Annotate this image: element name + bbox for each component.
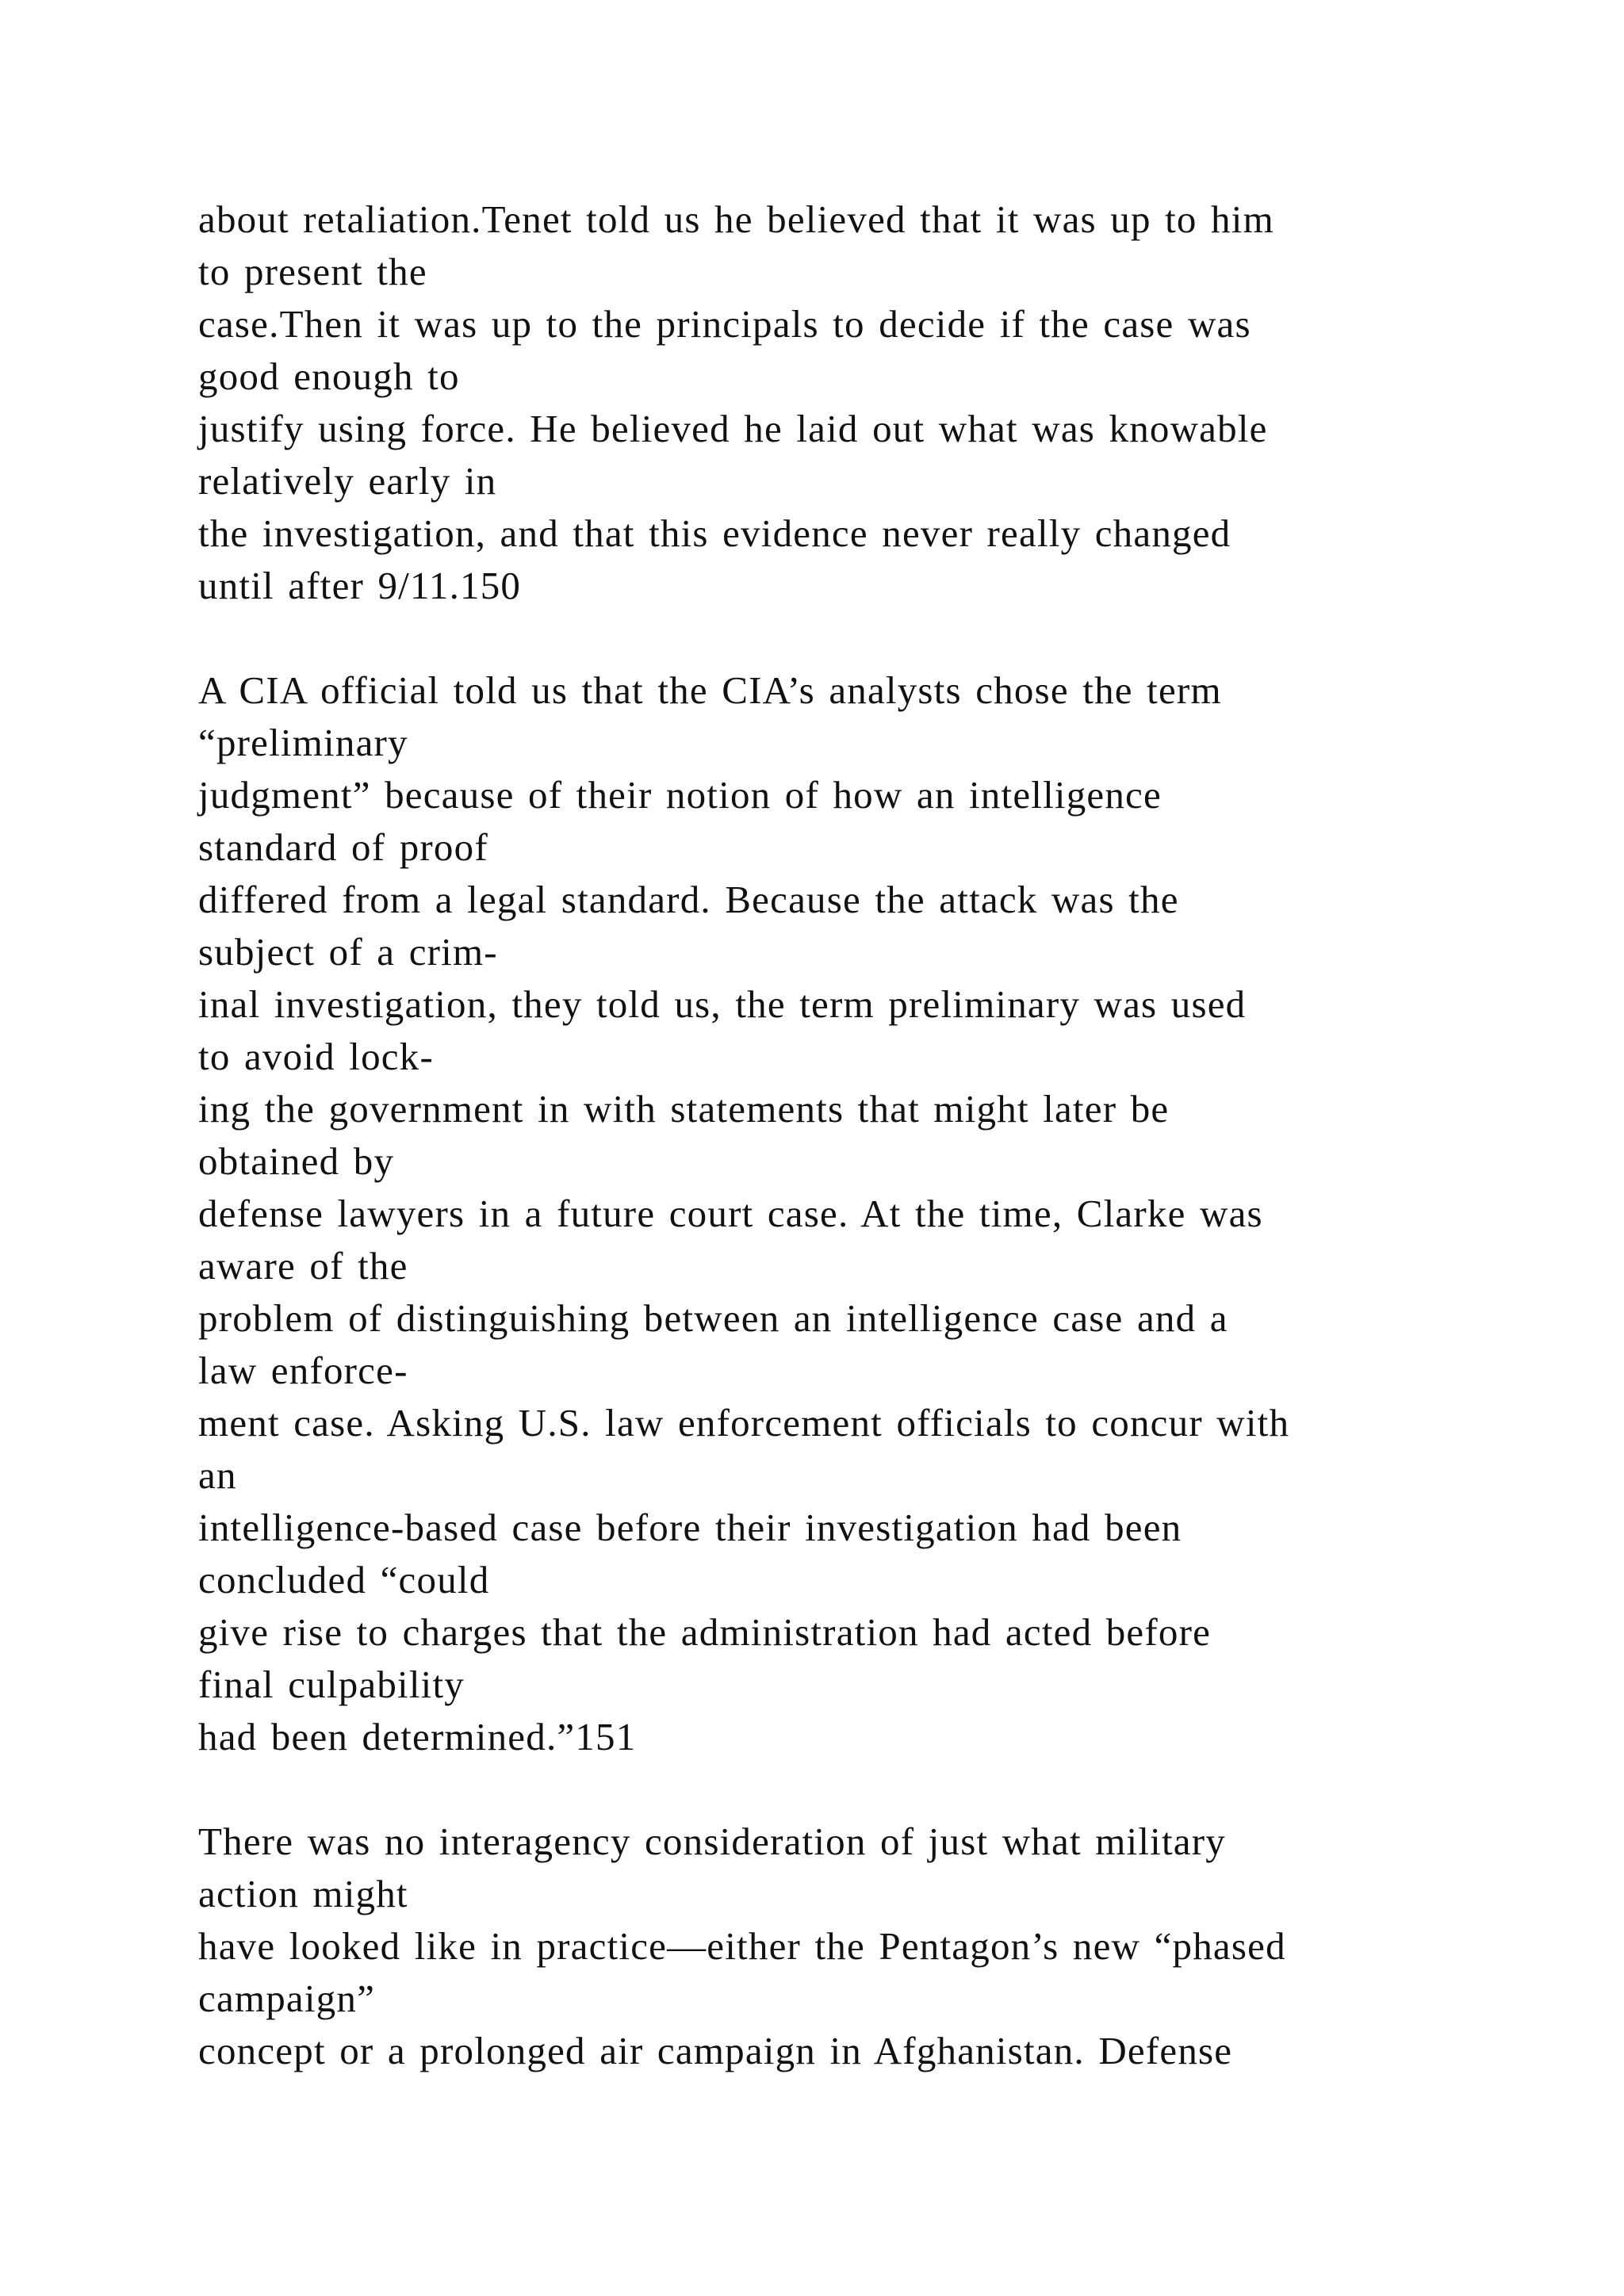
text-line: until after 9/11.150 bbox=[198, 564, 522, 607]
text-line: good enough to bbox=[198, 354, 460, 398]
text-line: intelligence-based case before their investigation had been bbox=[198, 1506, 1182, 1549]
text-line: had been determined.”151 bbox=[198, 1715, 637, 1758]
text-line: action might bbox=[198, 1872, 408, 1915]
text-line: justify using force. He believed he laid out what was knowable bbox=[198, 407, 1268, 450]
text-line: obtained by bbox=[198, 1139, 395, 1183]
text-line: relatively early in bbox=[198, 459, 497, 503]
body-text bbox=[198, 193, 1530, 2077]
text-line: aware of the bbox=[198, 1244, 408, 1288]
text-line: problem of distinguishing between an intelligence case and a bbox=[198, 1296, 1228, 1340]
text-line: to present the bbox=[198, 250, 427, 293]
text-line: A CIA official told us that the CIA’s analysts chose the term bbox=[198, 668, 1222, 712]
text-line: have looked like in practice—either the Pentagon’s new “phased bbox=[198, 1924, 1286, 1968]
text-line: subject of a crim- bbox=[198, 930, 498, 974]
text-line: ing the government in with statements that might later be bbox=[198, 1087, 1170, 1131]
text-line: to avoid lock- bbox=[198, 1035, 434, 1078]
text-line: concluded “could bbox=[198, 1558, 490, 1601]
text-line: case.Then it was up to the principals to decide if the case was bbox=[198, 302, 1251, 346]
paragraph-spacer bbox=[198, 612, 1530, 664]
text-line: give rise to charges that the administration had acted before bbox=[198, 1610, 1212, 1654]
text-line: ment case. Asking U.S. law enforcement officials to concur with bbox=[198, 1401, 1290, 1445]
text-line: differed from a legal standard. Because the attack was the bbox=[198, 878, 1179, 921]
text-line: “preliminary bbox=[198, 721, 408, 764]
paragraph-3 bbox=[198, 1816, 1530, 2077]
text-line: There was no interagency consideration of just what military bbox=[198, 1820, 1226, 1863]
text-line: final culpability bbox=[198, 1663, 465, 1706]
text-line: defense lawyers in a future court case. At the time, Clarke was bbox=[198, 1192, 1263, 1235]
text-line: judgment” because of their notion of how an intelligence bbox=[198, 773, 1162, 817]
text-line: about retaliation.Tenet told us he believed that it was up to him bbox=[198, 197, 1274, 241]
text-line: law enforce- bbox=[198, 1349, 408, 1392]
paragraph-2 bbox=[198, 664, 1530, 1763]
text-line: the investigation, and that this evidence never really changed bbox=[198, 511, 1231, 555]
text-line: an bbox=[198, 1453, 237, 1497]
text-line: inal investigation, they told us, the term preliminary was used bbox=[198, 982, 1247, 1026]
paragraph-spacer bbox=[198, 1763, 1530, 1816]
text-line: standard of proof bbox=[198, 825, 488, 869]
text-line: campaign” bbox=[198, 1976, 376, 2020]
paragraph-1 bbox=[198, 193, 1530, 612]
text-line: concept or a prolonged air campaign in Afghanistan. Defense bbox=[198, 2029, 1233, 2072]
